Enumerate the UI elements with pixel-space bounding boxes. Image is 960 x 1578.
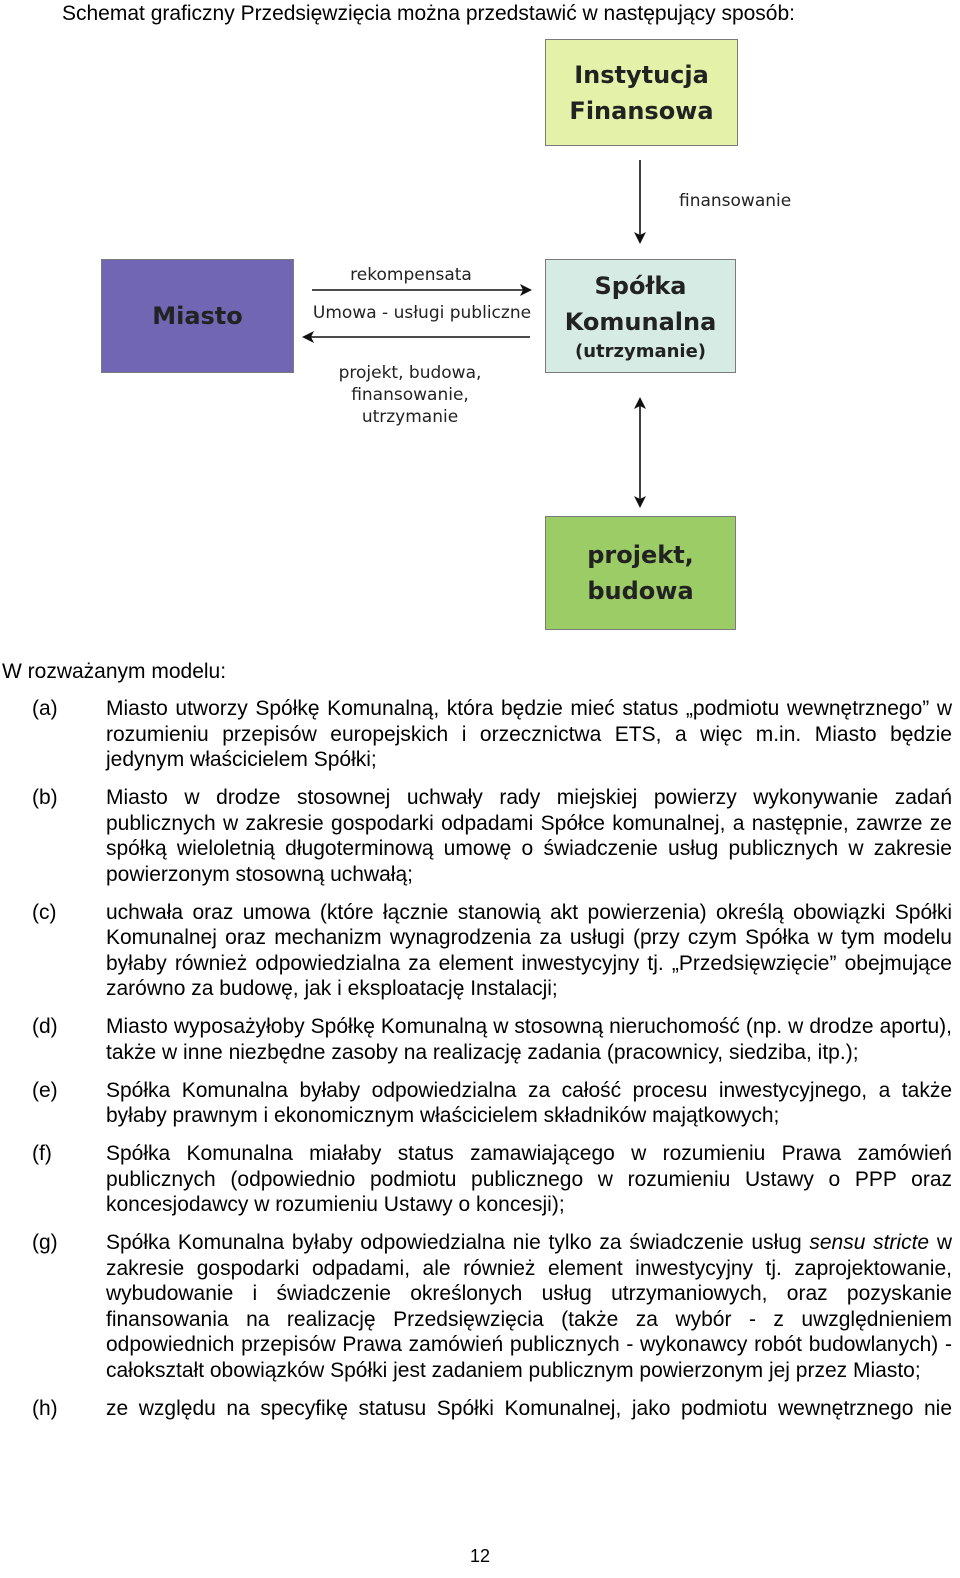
list-item (0, 696, 960, 773)
list-item-text-part: Spółka Komunalna byłaby odpowiedzialna nie tylko za świadczenie usług (106, 1231, 810, 1254)
list-item-text: Miasto w drodze stosownej uchwały rady miejskiej powierzy wykonywanie zadań publicznych w zakresie gospodarki odpadami Spółce komunalnej, a następnie, zawrze ze spółką wieloletnią długoterminową umowę o świadczenie usług publicznych w zakresie powierzonym stosowną uchwałą; (106, 786, 952, 886)
scope-label-line2: finansowanie, (351, 385, 469, 405)
list-marker: (g) (32, 1231, 58, 1254)
city-box (101, 259, 294, 373)
list-item (0, 1078, 960, 1129)
page-number: 12 (469, 1546, 491, 1566)
list-item (0, 1014, 960, 1065)
list-marker: (f) (32, 1142, 52, 1165)
list-item-text: Spółka Komunalna byłaby odpowiedzialna za całość procesu inwestycyjnego, a także byłaby prawnym i ekonomicznym właścicielem składników majątkowych; (106, 1078, 952, 1127)
company-label-line3: (utrzymanie) (574, 341, 707, 362)
list-item (0, 1141, 960, 1218)
institution-box (545, 39, 738, 146)
compensation-label: rekompensata (350, 265, 472, 285)
intro-paragraph: Schemat graficzny Przedsięwzięcia można przedstawić w następujący sposób: (62, 2, 796, 25)
list-marker: (e) (32, 1078, 58, 1102)
list-item-text (106, 1230, 952, 1383)
scope-label-line3: utrzymanie (361, 407, 459, 427)
list-item-text: ze względu na specyfikę statusu Spółki Komunalnej, jako podmiotu wewnętrznego nie (106, 1396, 952, 1420)
company-label-line1: Spółka (594, 272, 687, 300)
list-marker: (b) (32, 786, 58, 809)
list-item-text: Spółka Komunalna miałaby status zamawiającego w rozumieniu Prawa zamówień publicznych (odpowiednio podmiotu publicznego w rozumieniu Ustawy o PPP oraz koncesjodawcy w rozumieniu Ustawy o koncesji); (106, 1142, 952, 1216)
list-item-text: Miasto wyposażyłoby Spółkę Komunalną w stosowną nieruchomość (np. w drodze aportu), także w inne niezbędne zasoby na realizację zadania (pracownicy, siedziba, itp.); (106, 1015, 952, 1064)
list-item-text: uchwała oraz umowa (które łącznie stanowią akt powierzenia) określą obowiązki Spółki Komunalnej oraz mechanizm wynagrodzenia za usługi (przy czym Spółka w tym modelu byłaby również odpowiedzialna za element inwestycyjny tj. „Przedsięwzięcie” obejmujące zarówno za budowę, jak i eksploatację Instalacji; (106, 900, 952, 1000)
contract-label: Umowa - usługi publiczne (312, 303, 532, 323)
list-item (0, 785, 960, 887)
project-label-line2: budowa (587, 577, 694, 605)
list-marker: (h) (32, 1396, 58, 1420)
list-marker: (d) (32, 1015, 58, 1038)
section-title: W rozważanym modelu: (2, 660, 227, 683)
scope-label-line1: projekt, budowa, (338, 363, 482, 383)
financing-label: finansowanie (679, 191, 792, 211)
project-label-line1: projekt, (587, 541, 694, 569)
list-marker: (a) (32, 697, 58, 720)
institution-label-line1: Instytucja (574, 60, 709, 89)
company-box (545, 259, 736, 373)
list-item (0, 900, 960, 1002)
model-diagram (0, 0, 960, 650)
project-box (545, 516, 736, 630)
latin-phrase: sensu stricte (809, 1231, 930, 1254)
list-item (0, 1230, 960, 1383)
list-marker: (c) (32, 900, 57, 924)
company-label-line2: Komunalna (564, 308, 717, 336)
list-item-text-part: w zakresie gospodarki odpadami, ale również element inwestycyjny tj. zaprojektowanie, wybudowanie i świadczenie określonych usług utrzymaniowych, oraz pozyskanie finansowania na realizację Przedsięwzięcia (także za wybór - z uwzględnieniem odpowiednich przepisów Prawa zamówień publicznych - wykonawcy robót budowlanych) - całokształt obowiązków Spółki jest zadaniem publicznym powierzonym jej przez Miasto; (106, 1231, 952, 1382)
city-label: Miasto (152, 302, 243, 330)
model-list (0, 696, 960, 1434)
list-item (0, 1396, 960, 1422)
list-item-text: Miasto utworzy Spółkę Komunalną, która będzie mieć status „podmiotu wewnętrznego” w rozumieniu przepisów europejskich i orzecznictwa ETS, a więc m.in. Miasto będzie jedynym właścicielem Spółki; (106, 697, 952, 771)
institution-label-line2: Finansowa (569, 96, 714, 125)
